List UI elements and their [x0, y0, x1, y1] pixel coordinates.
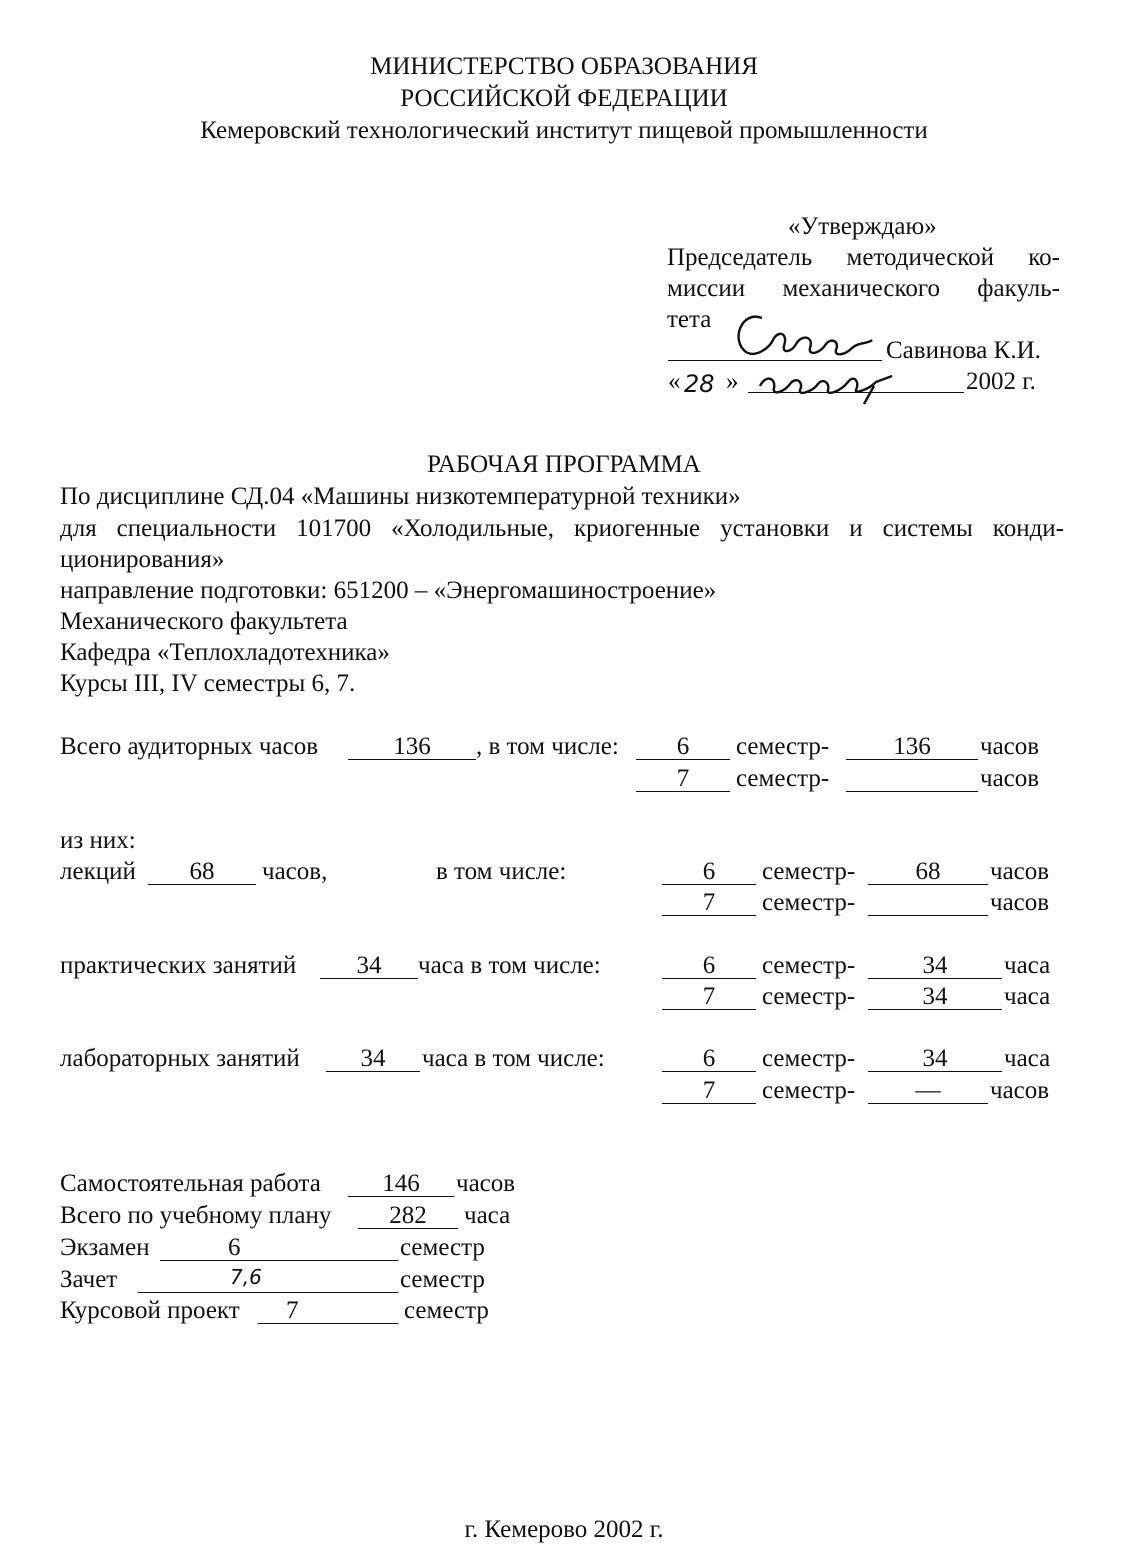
practice-sem6-word: семестр- [762, 952, 856, 979]
practice-sem6: 6 [662, 951, 756, 979]
approval-role-line-3: тета [667, 306, 712, 333]
ministry-line-1: МИНИСТЕРСТВО ОБРАЗОВАНИЯ [370, 53, 758, 80]
exam-label: Экзамен [60, 1234, 150, 1261]
program-direction: направление подготовки: 651200 – «Энергомашиностроение» [60, 577, 717, 604]
lab-sem7-word: семестр- [762, 1077, 856, 1104]
practice-sem7-unit: часа [1004, 983, 1051, 1010]
date-open-quote: « [668, 368, 681, 395]
lab-sem6-hours: 34 [868, 1044, 1002, 1072]
lectures-sem6: 6 [662, 857, 756, 885]
lectures-sem7-unit: часов [990, 889, 1050, 916]
curriculum-total-label: Всего по учебному плану [60, 1202, 332, 1229]
total-sem6-word: семестр- [736, 733, 830, 760]
total-hours-incl: , в том числе: [476, 733, 619, 760]
lab-value: 34 [326, 1044, 420, 1072]
lab-sem7-hours: — [868, 1076, 988, 1104]
lectures-sem6-word: семестр- [762, 858, 856, 885]
date-day-handwritten: 28 [684, 370, 715, 398]
program-courses: Курсы III, IV семестры 6, 7. [60, 670, 356, 697]
approver-name: Савинова К.И. [886, 337, 1041, 364]
lectures-label: лекций [60, 858, 136, 885]
total-sem7-unit: часов [980, 765, 1040, 792]
total-sem6-unit: часов [980, 733, 1040, 760]
course-project-label: Курсовой проект [60, 1297, 240, 1324]
lab-label: лабораторных занятий [60, 1045, 300, 1072]
lab-sem7-unit: часов [990, 1077, 1050, 1104]
practice-value: 34 [320, 951, 418, 979]
practice-sem7-word: семестр- [762, 983, 856, 1010]
program-discipline: По дисциплине СД.04 «Машины низкотемпературной техники» [60, 483, 741, 510]
lectures-sem6-unit: часов [990, 858, 1050, 885]
lectures-sem7-hours [868, 888, 988, 916]
lab-unit: часа в том числе: [422, 1045, 605, 1072]
course-project-unit: семестр [404, 1297, 489, 1324]
program-specialty-cont: ционирования» [60, 546, 225, 573]
self-study-label: Самостоятельная работа [60, 1170, 321, 1197]
course-project-value: 7 [258, 1296, 398, 1324]
lab-sem6-unit: часа [1004, 1045, 1051, 1072]
lectures-incl: в том числе: [436, 858, 567, 885]
lectures-unit: часов, [262, 858, 328, 885]
credit-label: Зачет [60, 1266, 118, 1293]
institute-name: Кемеровский технологический институт пищевой промышленности [200, 117, 928, 144]
practice-sem6-hours: 34 [868, 951, 1002, 979]
total-sem7: 7 [636, 764, 730, 792]
total-sem6: 6 [636, 732, 730, 760]
total-sem6-hours: 136 [846, 732, 978, 760]
date-close-quote: » [726, 368, 739, 395]
practice-label: практических занятий [60, 952, 297, 979]
total-hours-label: Всего аудиторных часов [60, 733, 318, 760]
self-study-unit: часов [456, 1170, 516, 1197]
program-department: Кафедра «Теплохладотехника» [60, 639, 390, 666]
approval-role-line-2: миссии механического факуль- [667, 275, 1060, 302]
credit-unit: семестр [400, 1266, 485, 1293]
practice-sem7: 7 [662, 982, 756, 1010]
handwritten-month [756, 356, 906, 406]
total-hours-value: 136 [348, 732, 476, 760]
practice-unit: часа в том числе: [418, 952, 601, 979]
self-study-value: 146 [348, 1169, 454, 1197]
lectures-sem7-word: семестр- [762, 889, 856, 916]
lectures-value: 68 [148, 857, 256, 885]
exam-unit: семестр [400, 1234, 485, 1261]
date-year: 2002 г. [966, 368, 1036, 395]
exam-value: 6 [160, 1233, 398, 1261]
lab-sem6-word: семестр- [762, 1045, 856, 1072]
approval-title: «Утверждаю» [788, 213, 937, 240]
curriculum-total-unit: часа [464, 1202, 511, 1229]
approval-role-line-1: Председатель методической ко- [667, 244, 1060, 271]
lab-sem6: 6 [662, 1044, 756, 1072]
credit-value: 7,6 [138, 1265, 398, 1293]
practice-sem7-hours: 34 [868, 982, 1002, 1010]
total-sem7-word: семестр- [736, 765, 830, 792]
program-specialty: для специальности 101700 «Холодильные, криогенные установки и системы конди- [60, 515, 1064, 542]
practice-sem6-unit: часа [1004, 952, 1051, 979]
footer-city-year: г. Кемерово 2002 г. [464, 1516, 664, 1543]
lectures-sem7: 7 [662, 888, 756, 916]
program-title: РАБОЧАЯ ПРОГРАММА [427, 451, 701, 478]
total-sem7-hours [846, 764, 978, 792]
program-faculty: Механического факультета [60, 608, 348, 635]
ministry-line-2: РОССИЙСКОЙ ФЕДЕРАЦИИ [400, 85, 728, 112]
curriculum-total-value: 282 [358, 1201, 458, 1229]
lectures-sem6-hours: 68 [868, 857, 988, 885]
of-them-label: из них: [60, 827, 136, 854]
lab-sem7: 7 [662, 1076, 756, 1104]
